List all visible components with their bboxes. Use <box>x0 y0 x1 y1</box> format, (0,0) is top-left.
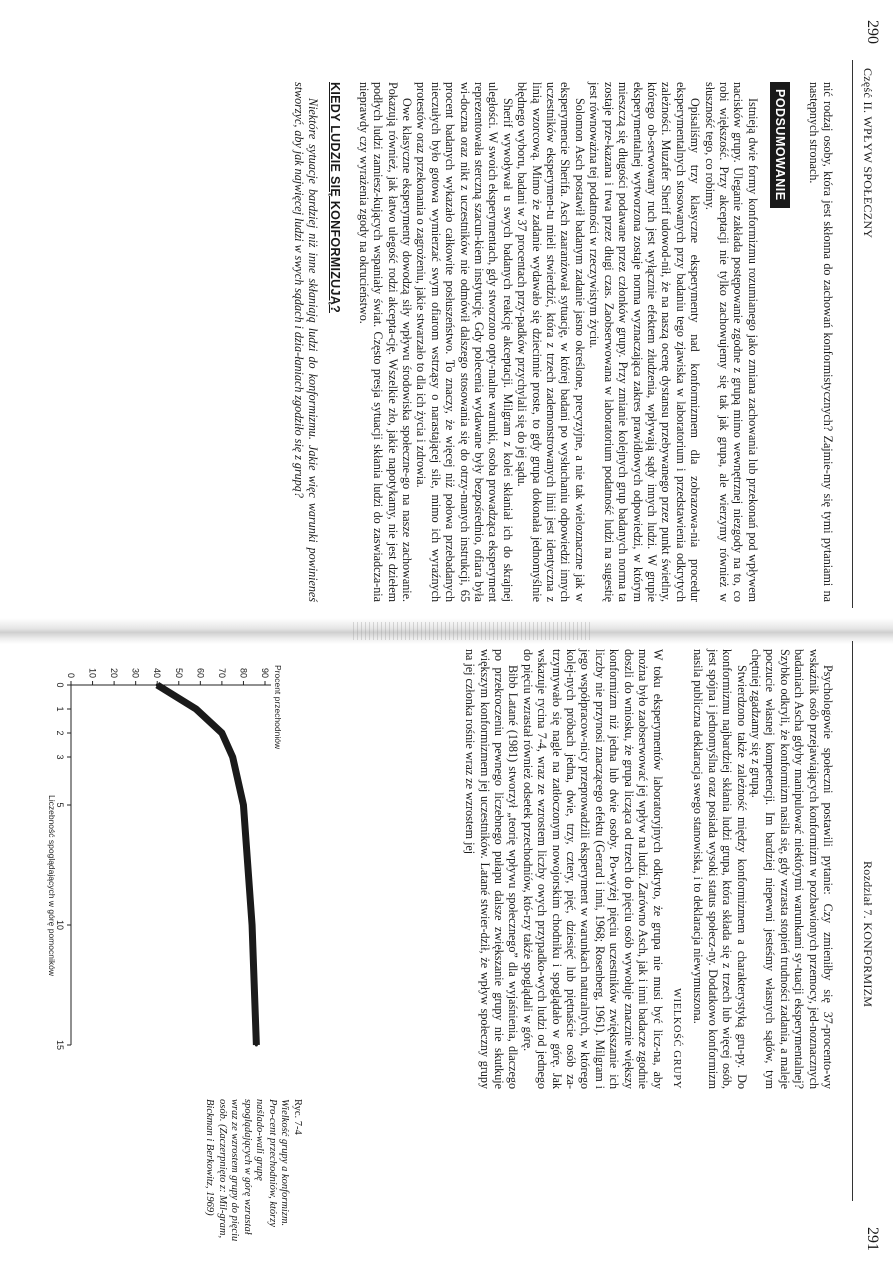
y-tick-label: 10 <box>87 667 98 678</box>
data-point <box>255 1044 258 1047</box>
y-tick-label: 0 <box>66 672 76 678</box>
y-tick-label: 80 <box>238 667 249 678</box>
section-label: WIELKOŚĆ GRUPY <box>670 988 682 1089</box>
page-number: 290 <box>864 20 881 44</box>
y-tick-label: 30 <box>130 667 141 678</box>
x-axis-title: Liczebność spoglądających w górę pomocników <box>47 795 57 976</box>
running-head: Część II. WPŁYW SPOŁECZNY <box>861 68 875 239</box>
data-point <box>220 732 223 735</box>
running-head: Rozdział 7. KONFORMIZM <box>861 861 875 1008</box>
series-line <box>157 685 256 1045</box>
paragraph: W toku eksperymentów laboratoryjnych odkryto, że grupa nie musi być licz-na, aby można było zaobserwować jej wpływ na ludzi. Zarówno Asch, jak i inni badacze zgodnie doszli do wniosku, że grupa licząca od trzech do pięciu osób wywołuje znacznie większy konformizm niż jedna lub dwie osoby. Po-wyżej pięciu uczestników zwiększanie ich liczby nie przynosi znaczącego efektu (Gerard i inni, 1968; Rosenberg, 1961). Milgram i jego współpracow-nicy przeprowadzili eksperyment w warunkach naturalnych, w którego kolej-nych próbach jedna, dwie, trzy, cztery, pięć, dziesięć lub piętnaście osób za-trzymywało się nagle na zatłoczonym nowojorskim chodniku i spoglądało w górę. Jak wskazuje rycina 7-4, wraz ze wzrostem liczby owych przypadko-wych ludzi od jednego do pięciu wzrastał również odsetek przechodniów, któ-rzy także spoglądali w górę. <box>520 649 665 1089</box>
left-column <box>291 82 835 602</box>
paragraph: Bibb Latané (1981) stworzył „teorię wpływu społecznego” dla wyjaśnienia, dlaczego po przekroczeniu pewnego liczebnego pułapu dalsze zwiększanie grupy nie skutkuje większym konformizmem jej uczestników. Latané stwier-dził, że wpływ społeczny grupy na jej członka rośnie wraz ze wzrostem jej <box>463 649 521 1089</box>
closing-question: Niektóre sytuacje bardziej niż inne skłaniają ludzi do konformizmu. Jakie więc warunki powinieneś stworzyć, aby jak najwięcej ludzi w swych sądach i dzia-łaniach zgodziło się z grupą? <box>291 82 320 602</box>
right-column <box>463 649 835 1089</box>
x-tick-label: 1 <box>55 706 65 712</box>
data-point <box>231 756 234 759</box>
section-heading: PODSUMOWANIE <box>770 82 790 208</box>
paragraph: Psychologowie społeczni postawili pytanie: Czy zmieniłby się 37-procento-wy wskaźnik osób przejawiających konformizm w pozbawionych przemocy, jed-noznacznych badaniach Ascha gdyby manipulować niektórymi warunkami sy-tuacji eksperymentalnej? Szybko odkryli, że konformizm nasila się, gdy wzrasta stopień trudności zadania, a maleje poczucie własnej kompetencji. Im bardziej niepewni jesteśmy własnych sądów, tym chętniej zgadzamy się z grupą. <box>748 649 835 1089</box>
paragraph: Opisaliśmy trzy klasyczne eksperymenty nad konformizmem dla zobrazowa-nia procedur eksperymentalnych stosowanych przy badaniu tego zjawiska w laboratorium i przedstawienia odkrytych zależności. Muzafer Sherif udowod-nił, że na naszą ocenę dystansu przebywanego przez punkt świetlny, którego ob-serwowany ruch jest wyłącznie efektem złudzenia, wpływają sądy innych ludzi. W grupie eksperymentalnej wytworzona zostaje norma wyznaczająca zakres prawidłowych odpowiedzi, w którym mieszczą się długości podawane przez członków grupy. Przy zmianie kolejnych grup badanych norma ta zostaje prze-kazana i trwa przez długi czas. Zaobserwowana w laboratorium podatność ludzi na sugestię jest równoważna tej podatności w rzeczywistym życiu. <box>587 82 703 602</box>
x-tick-label: 2 <box>55 730 65 736</box>
paragraph: Istnieją dwie formy konformizmu rozumianego jako zmiana zachowania lub przekonań pod wpływem nacisków grupy. Uleganie zakłada postępowanie zgodne z grupą mimo wewnętrznej niezgody na to, co robi większość. Przy akceptacji nie tylko zachowujemy się tak jak grupa, ale wierzymy również w słuszność tego, co robimy. <box>702 82 760 602</box>
caption-text: Wielkość grupy a konformizm. Pro-cent przechodniów, którzy naślado-wali grupę spoglądających w górę wzrastał wraz ze wzrostem grupy do pięciu osób. (Zaczerpnięto z: Mil-gram, Bickman i Berkowitz, 1969) <box>204 1099 291 1242</box>
header-rule <box>852 60 853 608</box>
y-tick-label: 60 <box>195 667 206 678</box>
line-chart <box>43 645 293 1065</box>
header-rule <box>852 641 853 1201</box>
caption-label: Ryc. 7-4 <box>292 1099 303 1135</box>
x-tick-label: 15 <box>55 1039 65 1051</box>
y-tick-label: 40 <box>152 667 163 678</box>
y-tick-label: 90 <box>260 667 270 678</box>
x-tick-label: 10 <box>55 919 65 931</box>
intro-text: nić rodzaj osoby, która jest skłonna do zachowań konformistycznych? Zajmie-my się tymi pytaniami na następnych stronach. <box>806 82 835 602</box>
figure-caption <box>203 1099 303 1244</box>
y-tick-label: 50 <box>173 667 184 678</box>
chart-series <box>156 684 258 1047</box>
chart-ticks <box>55 668 270 1050</box>
page-number: 291 <box>864 1227 881 1251</box>
paragraph: Solomon Asch postawił badanym zadanie jasno określone, precyzyjne, a nie tak wieloznaczne jak w eksperymencie Sherifa. Asch zaaranżował sytuację, w której badani po wysłuchaniu odpowiedzi innych uczestników eksperymen-tu mieli stwierdzić, która z trzech zademonstrowanych linii jest identyczna z linią wzorcową. Mimo że zadanie wydawało się dziecinnie proste, to gdy grupa dokonała jednomyślnie błędnego wyboru, badani w 37 procentach przy-padków przychylali się do jej sądu. <box>515 82 587 602</box>
x-tick-label: 3 <box>55 754 65 760</box>
data-point <box>251 924 254 927</box>
paragraph: Owe klasyczne eksperymenty dowodzą siły wpływu środowiska społeczne-go na nasze zachowanie. Pokazują również, jak łatwo ulegość rodzi akcepta-cję. Wszelkie zło, jakie napotykamy, nie jest dziełem podłych ludzi zamiesz-kujących wspaniały świat. Często presja sytuacji skłania ludzi do zaswiadcza-nia nieprawdy czy wyrażenia zgody na okrucieństwo. <box>356 82 415 602</box>
data-point <box>242 804 245 807</box>
y-tick-label: 20 <box>109 667 120 678</box>
right-page <box>0 631 893 1262</box>
data-point <box>195 708 198 711</box>
subheading: KIEDY LUDZIE SIĘ KONFORMIZUJĄ? <box>328 82 343 314</box>
data-point <box>156 684 159 687</box>
y-tick-label: 70 <box>216 667 227 678</box>
paragraph: Sherif wywoływał u swych badanych reakcję akceptacji. Milgram z kolei skłaniał ich do skrajnej uległości. W swoich eksperymentach, gdy stworzono opty-malne warunki, osoba prowadząca eksperyment reprezentowała sterczną szacun-kiem instytucję. Gdy polecenia wydawane były bezpośrednio, ofiara była wi-doczna oraz nikt z uczestników nie odmówił dalszego stosowania się do otrzy-manych instrukcji, 65 procent badanych wykazało całkowite posłuszeństwo. To znaczy, że więcej niż połowa przebadanych nieczułych było gotowa wymierzać swym ofiarom wstrząsy o narastającej sile, mimo ich wyraźnych protestów oraz przekonania o zagrożeniu, jakie stwarzało to dla ich życia i zdrowia. <box>414 82 515 602</box>
x-tick-label: 5 <box>55 802 65 808</box>
y-axis-title: Procent przechodniów <box>273 665 283 750</box>
paragraph: Stwierdzono także zależność między konformizmem a charakterystyką gru-py. Do konformizmu najbardziej skłania ludzi grupa, która składa się z trzech lub więcej osób, jest spójna i jednomyślna oraz posiada wysoki status społecz-ny. Dodatkowo konformizm nasila publiczna deklaracja swego stanowiska, i to deklaracja niewymuszona. <box>691 649 749 1089</box>
chart-axes <box>71 685 271 1045</box>
x-tick-label: 0 <box>55 682 65 688</box>
